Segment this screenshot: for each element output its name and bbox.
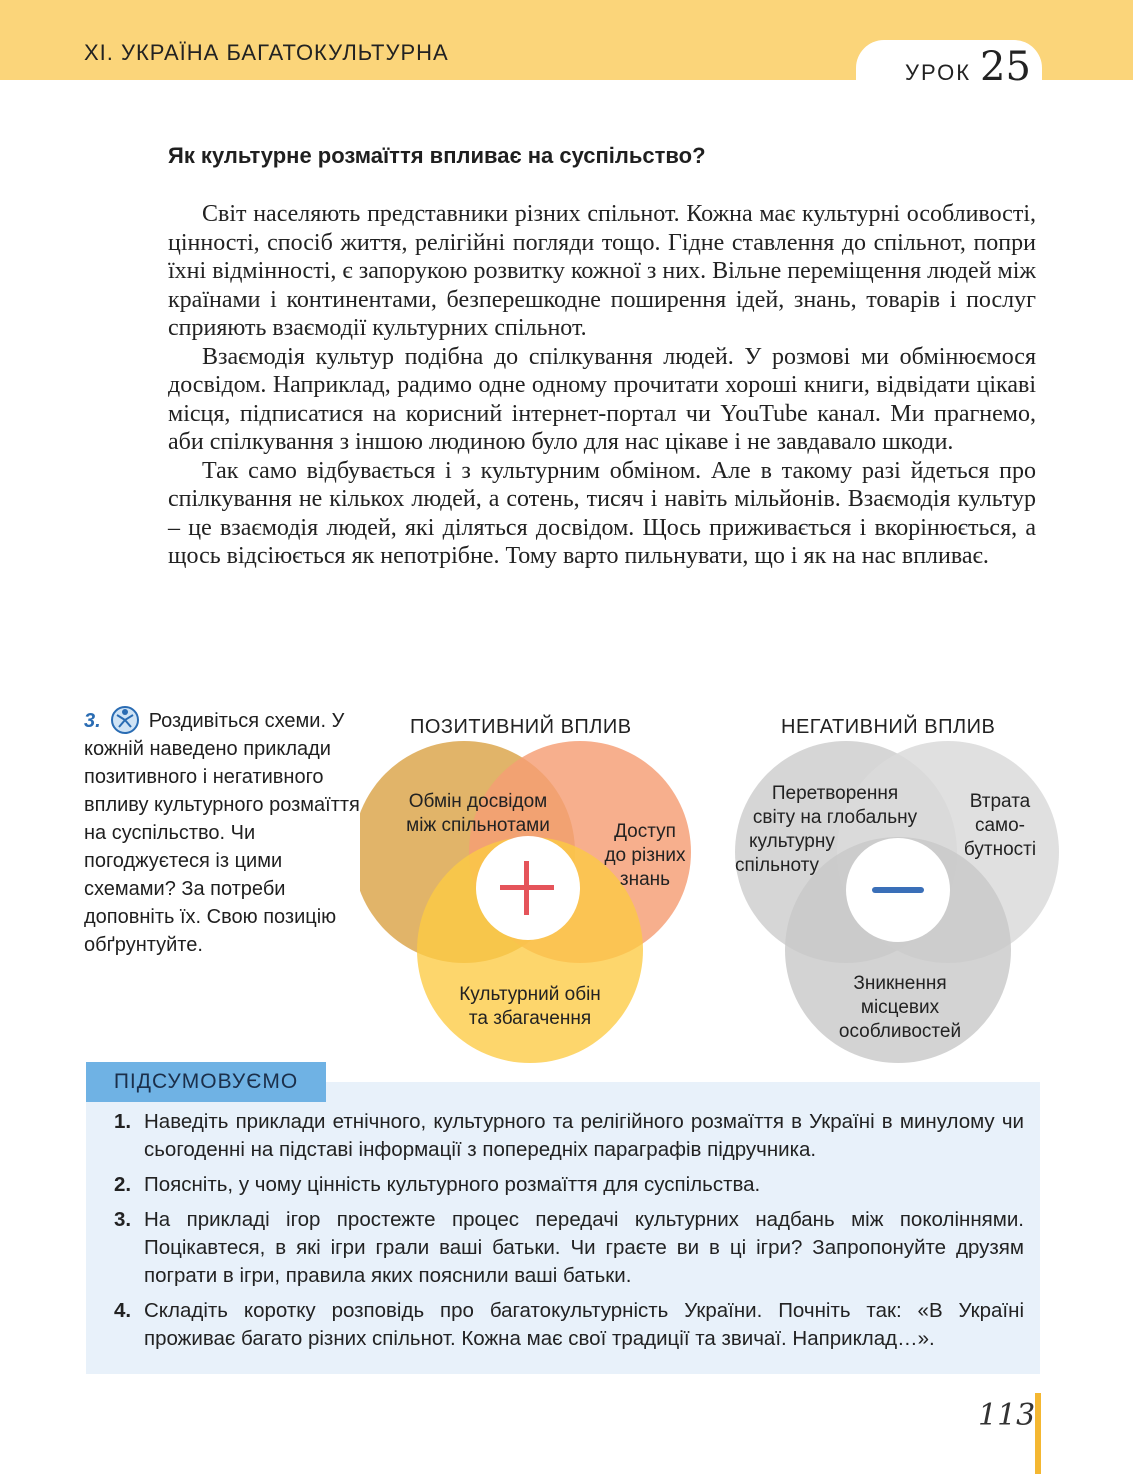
summary-item: 3. На прикладі ігор простежте процес передачі культурних надбань між поколіннями. Поцікавтеся, в які ігри грали ваші батьки. Чи граєте ви в ці ігри? Запропонуйте друзям пограти в ігри, правила яких пояснили ваші батьки.: [114, 1208, 1024, 1287]
summary-list: [114, 1108, 1024, 1360]
task-number: 3.: [84, 710, 101, 732]
section-heading: Як культурне розмаїття впливає на суспільство?: [168, 143, 706, 168]
venn-label-access: Доступ до різних знань: [604, 821, 686, 890]
page-marker: [1035, 1393, 1041, 1474]
venn-label-globalization: Перетворення світу на глобальну культурну спільноту: [735, 783, 918, 876]
paragraph: Взаємодія культур подібна до спілкування людей. У розмові ми обмінюємося досвідом. Наприклад, радимо одне одному прочитати хороші книги, відвідати цікаві місця, підписатися на корисний інтернет-портал чи YouTube канал. Ми прагнемо, аби спілкування з іншою людиною було для нас цікаве і не завдавало шкоди.: [168, 343, 1036, 455]
venn-label-enrichment: Культурний обін та збагачення: [459, 984, 601, 1029]
section-title: XI. УКРАЇНА БАГАТОКУЛЬТУРНА: [84, 40, 449, 65]
page-number: 113: [978, 1398, 1036, 1433]
task-block: [84, 705, 370, 959]
summary-item: 4. Складіть коротку розповідь про багатокультурність України. Почніть так: «В Україні проживає багато різних спільнот. Кожна має свої традиції та звичаї. Наприклад…».: [114, 1299, 1024, 1350]
positive-diagram-title: ПОЗИТИВНИЙ ВПЛИВ: [410, 716, 632, 738]
venn-label-identity-loss: Втрата само- бутності: [963, 791, 1037, 860]
minus-icon: [872, 887, 924, 893]
venn-label-local-features: Зникнення місцевих особливостей: [838, 973, 962, 1042]
lesson-number: 25: [980, 44, 1031, 90]
lesson-label: УРОК: [905, 60, 972, 85]
summary-item: 1. Наведіть приклади етнічного, культурного та релігійного розмаїття в Україні в минулому чи сьогоденні на підставі інформації з попередніх параграфів підручника.: [114, 1110, 1024, 1161]
summary-item: 2. Поясніть, у чому цінність культурного розмаїття для суспільства.: [114, 1173, 761, 1196]
task-text: Роздивіться схеми. У кожній наведено приклади позитивного і негативного впливу культурного розмаїття на суспільство. Чи погоджуєтеся із цими схемами? За потреби доповніть їх. Свою позицію обґрунтуйте.: [84, 710, 360, 956]
body-text: [168, 200, 1036, 571]
paragraph: Світ населяють представники різних спільнот. Кожна має культурні особливості, цінності, спосіб життя, релігійні погляди тощо. Гідне ставлення до спільнот, попри їхні відмінності, є запорукою розвитку кожної з них. Вільне переміщення людей між країнами і континентами, безперешкодне поширення ідей, знань, товарів і послуг сприяють взаємодії культурних спільнот.: [168, 201, 1036, 341]
group-work-icon: [105, 705, 145, 735]
venn-label-exchange: Обмін досвідом між спільнотами: [406, 791, 550, 836]
summary-tab: ПІДСУМОВУЄМО: [86, 1062, 326, 1102]
negative-diagram-title: НЕГАТИВНИЙ ВПЛИВ: [781, 716, 996, 738]
plus-icon-vertical: [524, 861, 529, 915]
paragraph: Так само відбувається і з культурним обміном. Але в такому разі йдеться про спілкування не кількох людей, а сотень, тисяч і навіть мільйонів. Взаємодія культур – це взаємодія людей, які діляться досвідом. Щось приживається і вкорінюється, а щось відсіюється як непотрібне. Тому варто пильнувати, що і як на нас впливає.: [168, 457, 1036, 569]
